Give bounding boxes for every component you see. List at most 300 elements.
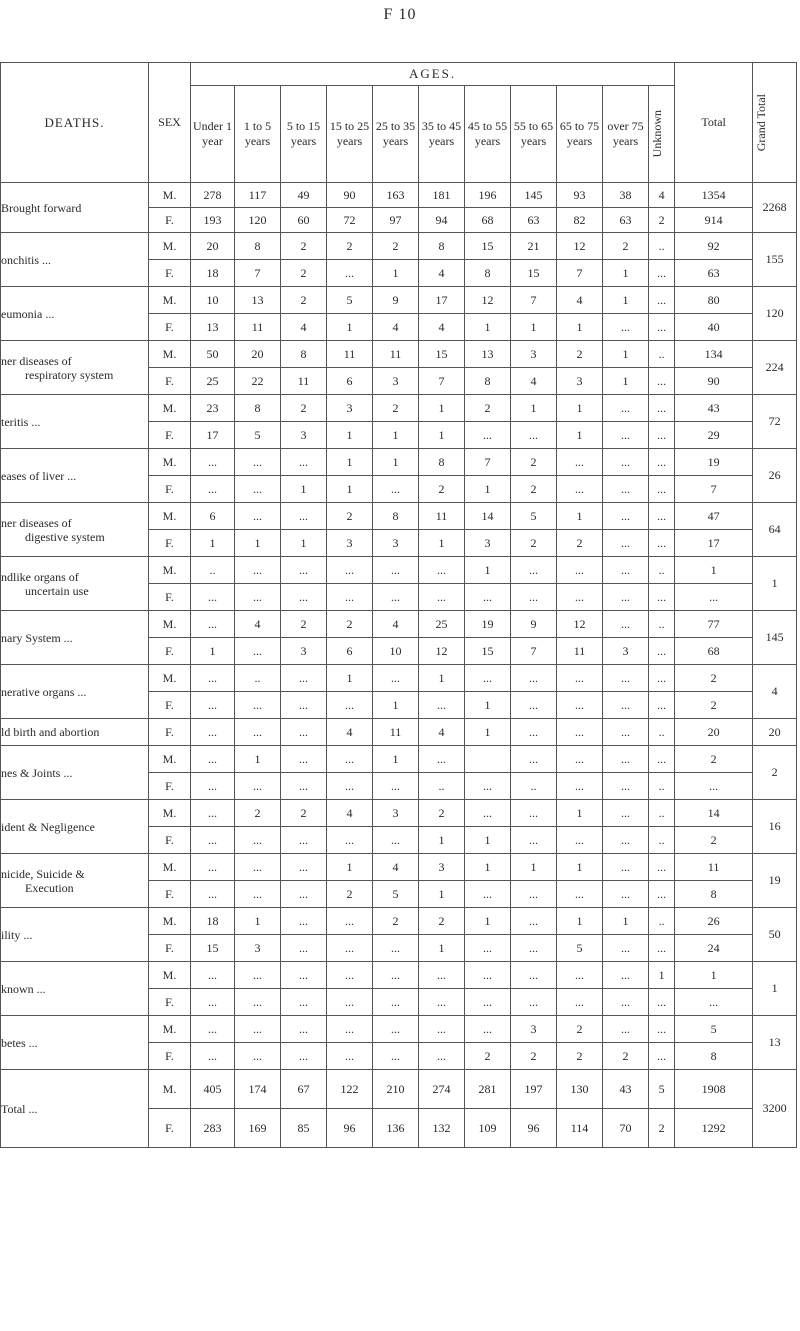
count-cell: 4 — [373, 854, 419, 881]
count-cell: ... — [235, 773, 281, 800]
count-cell: 7 — [511, 638, 557, 665]
count-cell: 1 — [511, 395, 557, 422]
count-cell: ... — [465, 773, 511, 800]
count-cell: 169 — [235, 1109, 281, 1148]
count-cell: 136 — [373, 1109, 419, 1148]
sex-label: F. — [149, 935, 191, 962]
cause-of-death: nerative organs ... — [1, 665, 149, 719]
count-cell: 2 — [373, 395, 419, 422]
count-cell: 117 — [235, 183, 281, 208]
count-cell: 10 — [373, 638, 419, 665]
count-cell: 4 — [419, 314, 465, 341]
count-cell: 25 — [419, 611, 465, 638]
grand-total-cell: 120 — [753, 287, 797, 341]
count-cell: ... — [603, 584, 649, 611]
count-cell: ... — [419, 557, 465, 584]
count-cell: 11 — [557, 638, 603, 665]
count-cell: ... — [649, 935, 675, 962]
sex-label: F. — [149, 1109, 191, 1148]
count-cell: 130 — [557, 1070, 603, 1109]
count-cell: .. — [511, 773, 557, 800]
table-body — [1, 183, 797, 1148]
count-cell: ... — [235, 476, 281, 503]
count-cell: ... — [281, 584, 327, 611]
count-cell: 43 — [603, 1070, 649, 1109]
count-cell: 1 — [557, 422, 603, 449]
count-cell: ... — [191, 449, 235, 476]
count-cell: 4 — [419, 260, 465, 287]
count-cell: 11 — [235, 314, 281, 341]
count-cell: ... — [649, 476, 675, 503]
count-cell: ... — [419, 962, 465, 989]
sex-label: M. — [149, 449, 191, 476]
grand-total-cell: 2 — [753, 746, 797, 800]
count-cell: 3 — [327, 395, 373, 422]
count-cell: ... — [235, 719, 281, 746]
count-cell: 2 — [327, 233, 373, 260]
count-cell: 6 — [327, 368, 373, 395]
count-cell: ... — [603, 476, 649, 503]
count-cell: 1 — [557, 395, 603, 422]
table-row — [1, 800, 797, 827]
table-row — [1, 611, 797, 638]
count-cell: 12 — [465, 287, 511, 314]
count-cell: 10 — [191, 287, 235, 314]
count-cell: ... — [465, 584, 511, 611]
count-cell: ... — [191, 746, 235, 773]
age-group-header: 1 to 5 years — [235, 86, 281, 183]
count-cell: 8 — [235, 395, 281, 422]
count-cell: 1 — [419, 530, 465, 557]
row-total: ... — [675, 773, 753, 800]
grand-total-cell: 1 — [753, 557, 797, 611]
count-cell: 8 — [419, 449, 465, 476]
count-cell: 2 — [373, 233, 419, 260]
count-cell: ... — [465, 881, 511, 908]
count-cell: 3 — [373, 530, 419, 557]
count-cell: 12 — [419, 638, 465, 665]
count-cell: 1 — [373, 692, 419, 719]
row-total: 2 — [675, 827, 753, 854]
cause-of-death: Brought forward — [1, 183, 149, 233]
count-cell: ... — [235, 854, 281, 881]
count-cell: ... — [603, 557, 649, 584]
count-cell: ... — [557, 881, 603, 908]
count-cell: ... — [281, 773, 327, 800]
count-cell: 49 — [281, 183, 327, 208]
grand-total-cell: 50 — [753, 908, 797, 962]
count-cell: ... — [327, 935, 373, 962]
count-cell: .. — [649, 557, 675, 584]
row-total: 1354 — [675, 183, 753, 208]
count-cell: ... — [373, 935, 419, 962]
count-cell: ... — [649, 503, 675, 530]
cause-of-death: nicide, Suicide & Execution — [1, 854, 149, 908]
count-cell: 210 — [373, 1070, 419, 1109]
row-total: 24 — [675, 935, 753, 962]
count-cell: ... — [649, 881, 675, 908]
count-cell: 23 — [191, 395, 235, 422]
count-cell: .. — [649, 341, 675, 368]
count-cell: 2 — [327, 503, 373, 530]
table-row — [1, 503, 797, 530]
count-cell: 2 — [327, 881, 373, 908]
count-cell: 1 — [327, 314, 373, 341]
row-total: 19 — [675, 449, 753, 476]
table-row — [1, 287, 797, 314]
count-cell: ... — [603, 314, 649, 341]
count-cell: ... — [557, 692, 603, 719]
count-cell: ... — [281, 827, 327, 854]
cause-of-death: nary System ... — [1, 611, 149, 665]
count-cell: ... — [603, 1016, 649, 1043]
count-cell: ... — [373, 1043, 419, 1070]
sex-label: M. — [149, 287, 191, 314]
count-cell: .. — [235, 665, 281, 692]
row-total: 43 — [675, 395, 753, 422]
count-cell: 274 — [419, 1070, 465, 1109]
count-cell: ... — [511, 557, 557, 584]
count-cell: 1 — [373, 746, 419, 773]
sex-label: M. — [149, 746, 191, 773]
count-cell: 1 — [649, 962, 675, 989]
count-cell: ... — [603, 530, 649, 557]
count-cell: 2 — [557, 341, 603, 368]
row-total: 14 — [675, 800, 753, 827]
count-cell: 18 — [191, 260, 235, 287]
count-cell: ... — [373, 827, 419, 854]
table-row — [1, 746, 797, 773]
count-cell: 50 — [191, 341, 235, 368]
count-cell: ... — [281, 935, 327, 962]
count-cell: 2 — [511, 530, 557, 557]
cause-of-death: betes ... — [1, 1016, 149, 1070]
sex-label: F. — [149, 314, 191, 341]
sex-label: F. — [149, 530, 191, 557]
count-cell: 6 — [191, 503, 235, 530]
count-cell: ... — [557, 584, 603, 611]
row-total: 20 — [675, 719, 753, 746]
count-cell: 1 — [419, 665, 465, 692]
count-cell: ... — [327, 773, 373, 800]
count-cell: ... — [281, 449, 327, 476]
count-cell: 3 — [419, 854, 465, 881]
count-cell: ... — [511, 935, 557, 962]
row-total: 77 — [675, 611, 753, 638]
count-cell: 18 — [191, 908, 235, 935]
count-cell: 19 — [465, 611, 511, 638]
count-cell: 7 — [511, 287, 557, 314]
row-total: 1908 — [675, 1070, 753, 1109]
count-cell: ... — [603, 503, 649, 530]
row-total: ... — [675, 989, 753, 1016]
count-cell: 2 — [511, 1043, 557, 1070]
count-cell: ... — [557, 665, 603, 692]
count-cell: 12 — [557, 233, 603, 260]
cause-of-death: ility ... — [1, 908, 149, 962]
count-cell: 1 — [235, 908, 281, 935]
sex-label: F. — [149, 773, 191, 800]
count-cell: 120 — [235, 208, 281, 233]
count-cell: 3 — [373, 368, 419, 395]
grand-total-cell: 13 — [753, 1016, 797, 1070]
sex-label: M. — [149, 233, 191, 260]
count-cell: 2 — [281, 287, 327, 314]
cause-of-death: known ... — [1, 962, 149, 1016]
count-cell: 2 — [557, 530, 603, 557]
count-cell: 11 — [419, 503, 465, 530]
count-cell: 181 — [419, 183, 465, 208]
count-cell: ... — [511, 800, 557, 827]
count-cell: ... — [511, 665, 557, 692]
count-cell: 15 — [465, 638, 511, 665]
count-cell: 9 — [511, 611, 557, 638]
count-cell: 94 — [419, 208, 465, 233]
count-cell: ... — [603, 800, 649, 827]
count-cell: ... — [191, 1016, 235, 1043]
count-cell: ... — [191, 827, 235, 854]
count-cell: ... — [419, 1016, 465, 1043]
count-cell: 7 — [419, 368, 465, 395]
count-cell: 85 — [281, 1109, 327, 1148]
table-row — [1, 341, 797, 368]
age-group-header: 45 to 55 years — [465, 86, 511, 183]
count-cell: 1 — [465, 908, 511, 935]
row-total: 914 — [675, 208, 753, 233]
count-cell: 2 — [557, 1016, 603, 1043]
count-cell: ... — [649, 287, 675, 314]
count-cell: 96 — [511, 1109, 557, 1148]
cause-of-death: ident & Negligence — [1, 800, 149, 854]
row-total: 26 — [675, 908, 753, 935]
grand-total-cell: 145 — [753, 611, 797, 665]
count-cell: ... — [191, 584, 235, 611]
sex-label: M. — [149, 800, 191, 827]
count-cell: ... — [373, 989, 419, 1016]
count-cell: ... — [235, 1043, 281, 1070]
count-cell: 405 — [191, 1070, 235, 1109]
count-cell: 1 — [465, 692, 511, 719]
count-cell: 174 — [235, 1070, 281, 1109]
cause-of-death: ner diseases of respiratory system — [1, 341, 149, 395]
count-cell: 1 — [327, 854, 373, 881]
count-cell: ... — [327, 962, 373, 989]
count-cell: ... — [373, 584, 419, 611]
count-cell: ... — [191, 476, 235, 503]
row-total: 2 — [675, 692, 753, 719]
count-cell: ... — [373, 476, 419, 503]
row-total: 47 — [675, 503, 753, 530]
count-cell: 8 — [373, 503, 419, 530]
count-cell: ... — [373, 1016, 419, 1043]
count-cell: 3 — [235, 935, 281, 962]
count-cell: ... — [281, 557, 327, 584]
count-cell: 3 — [281, 422, 327, 449]
grand-total-header: Grand Total — [753, 63, 797, 183]
count-cell: ... — [327, 827, 373, 854]
sex-label: M. — [149, 854, 191, 881]
count-cell: ... — [191, 962, 235, 989]
count-cell: ... — [191, 665, 235, 692]
count-cell: 17 — [191, 422, 235, 449]
count-cell: ... — [465, 800, 511, 827]
count-cell: 13 — [465, 341, 511, 368]
count-cell: ... — [603, 665, 649, 692]
count-cell: 7 — [465, 449, 511, 476]
age-group-header: Unknown — [649, 86, 675, 183]
row-total: 8 — [675, 1043, 753, 1070]
table-row — [1, 665, 797, 692]
cause-of-death: ner diseases of digestive system — [1, 503, 149, 557]
count-cell: ... — [327, 908, 373, 935]
count-cell: ... — [603, 773, 649, 800]
sex-label: F. — [149, 422, 191, 449]
row-total: 2 — [675, 746, 753, 773]
count-cell: ... — [465, 1016, 511, 1043]
count-cell: ... — [235, 503, 281, 530]
cause-of-death: teritis ... — [1, 395, 149, 449]
grand-total-cell: 2268 — [753, 183, 797, 233]
grand-total-cell: 72 — [753, 395, 797, 449]
count-cell: ... — [191, 773, 235, 800]
count-cell: 1 — [465, 827, 511, 854]
age-group-header: 65 to 75 years — [557, 86, 603, 183]
count-cell: 4 — [557, 287, 603, 314]
cause-of-death: onchitis ... — [1, 233, 149, 287]
count-cell: ... — [511, 422, 557, 449]
count-cell: 1 — [465, 719, 511, 746]
count-cell: 13 — [235, 287, 281, 314]
count-cell: 1 — [557, 854, 603, 881]
count-cell: 1 — [419, 935, 465, 962]
count-cell: 1 — [281, 476, 327, 503]
count-cell: 1 — [373, 449, 419, 476]
sex-label: F. — [149, 260, 191, 287]
count-cell: ... — [419, 1043, 465, 1070]
sex-label: M. — [149, 503, 191, 530]
count-cell: 8 — [465, 260, 511, 287]
count-cell: ... — [649, 989, 675, 1016]
sex-label: F. — [149, 208, 191, 233]
count-cell: 2 — [419, 908, 465, 935]
count-cell: ... — [373, 773, 419, 800]
row-total: 7 — [675, 476, 753, 503]
count-cell: ... — [557, 827, 603, 854]
row-total: 90 — [675, 368, 753, 395]
count-cell: 93 — [557, 183, 603, 208]
count-cell: 4 — [235, 611, 281, 638]
count-cell: .. — [419, 773, 465, 800]
count-cell: 4 — [419, 719, 465, 746]
count-cell: 1 — [419, 395, 465, 422]
count-cell: ... — [281, 503, 327, 530]
count-cell: 4 — [327, 800, 373, 827]
count-cell: ... — [557, 557, 603, 584]
count-cell: 1 — [281, 530, 327, 557]
count-cell: ... — [235, 449, 281, 476]
count-cell: ... — [191, 854, 235, 881]
cause-of-death: ld birth and abortion — [1, 719, 149, 746]
count-cell: ... — [191, 989, 235, 1016]
count-cell: 4 — [327, 719, 373, 746]
count-cell: .. — [191, 557, 235, 584]
sex-label: M. — [149, 665, 191, 692]
sex-header: SEX — [149, 63, 191, 183]
count-cell: 72 — [327, 208, 373, 233]
count-cell: 2 — [511, 476, 557, 503]
count-cell: ... — [603, 611, 649, 638]
count-cell: .. — [649, 827, 675, 854]
count-cell: ... — [373, 962, 419, 989]
count-cell: 1 — [465, 557, 511, 584]
count-cell: 132 — [419, 1109, 465, 1148]
count-cell: ... — [603, 395, 649, 422]
cause-of-death: Total ... — [1, 1070, 149, 1148]
row-total: 11 — [675, 854, 753, 881]
row-total: 40 — [675, 314, 753, 341]
count-cell: 7 — [557, 260, 603, 287]
count-cell: 1 — [327, 449, 373, 476]
table-row — [1, 557, 797, 584]
page-number: F 10 — [383, 6, 417, 23]
count-cell: 82 — [557, 208, 603, 233]
count-cell: 2 — [419, 800, 465, 827]
count-cell: 17 — [419, 287, 465, 314]
count-cell: ... — [281, 1016, 327, 1043]
grand-total-cell: 16 — [753, 800, 797, 854]
count-cell: 109 — [465, 1109, 511, 1148]
count-cell: ... — [511, 989, 557, 1016]
sex-label: F. — [149, 1043, 191, 1070]
count-cell: 5 — [557, 935, 603, 962]
age-group-header: 55 to 65 years — [511, 86, 557, 183]
sex-label: F. — [149, 476, 191, 503]
count-cell: ... — [191, 692, 235, 719]
count-cell: ... — [511, 962, 557, 989]
count-cell: 196 — [465, 183, 511, 208]
count-cell: ... — [511, 827, 557, 854]
grand-total-cell: 1 — [753, 962, 797, 1016]
count-cell: ... — [649, 449, 675, 476]
cause-of-death: eases of liver ... — [1, 449, 149, 503]
age-group-header: over 75 years — [603, 86, 649, 183]
count-cell: 163 — [373, 183, 419, 208]
count-cell: ... — [191, 800, 235, 827]
count-cell: ... — [465, 935, 511, 962]
sex-label: M. — [149, 1070, 191, 1109]
count-cell: ... — [649, 584, 675, 611]
count-cell: ... — [649, 854, 675, 881]
count-cell: ... — [281, 854, 327, 881]
count-cell: ... — [419, 584, 465, 611]
count-cell: 8 — [465, 368, 511, 395]
sex-label: M. — [149, 341, 191, 368]
count-cell: 2 — [511, 449, 557, 476]
count-cell: ... — [327, 1016, 373, 1043]
sex-label: M. — [149, 395, 191, 422]
count-cell: ... — [649, 1016, 675, 1043]
count-cell: 60 — [281, 208, 327, 233]
age-group-header: 5 to 15 years — [281, 86, 327, 183]
count-cell: 2 — [281, 800, 327, 827]
count-cell: 96 — [327, 1109, 373, 1148]
sex-label: M. — [149, 611, 191, 638]
count-cell: ... — [191, 881, 235, 908]
count-cell: 8 — [281, 341, 327, 368]
count-cell: 4 — [511, 368, 557, 395]
count-cell: ... — [511, 746, 557, 773]
count-cell: ... — [649, 530, 675, 557]
